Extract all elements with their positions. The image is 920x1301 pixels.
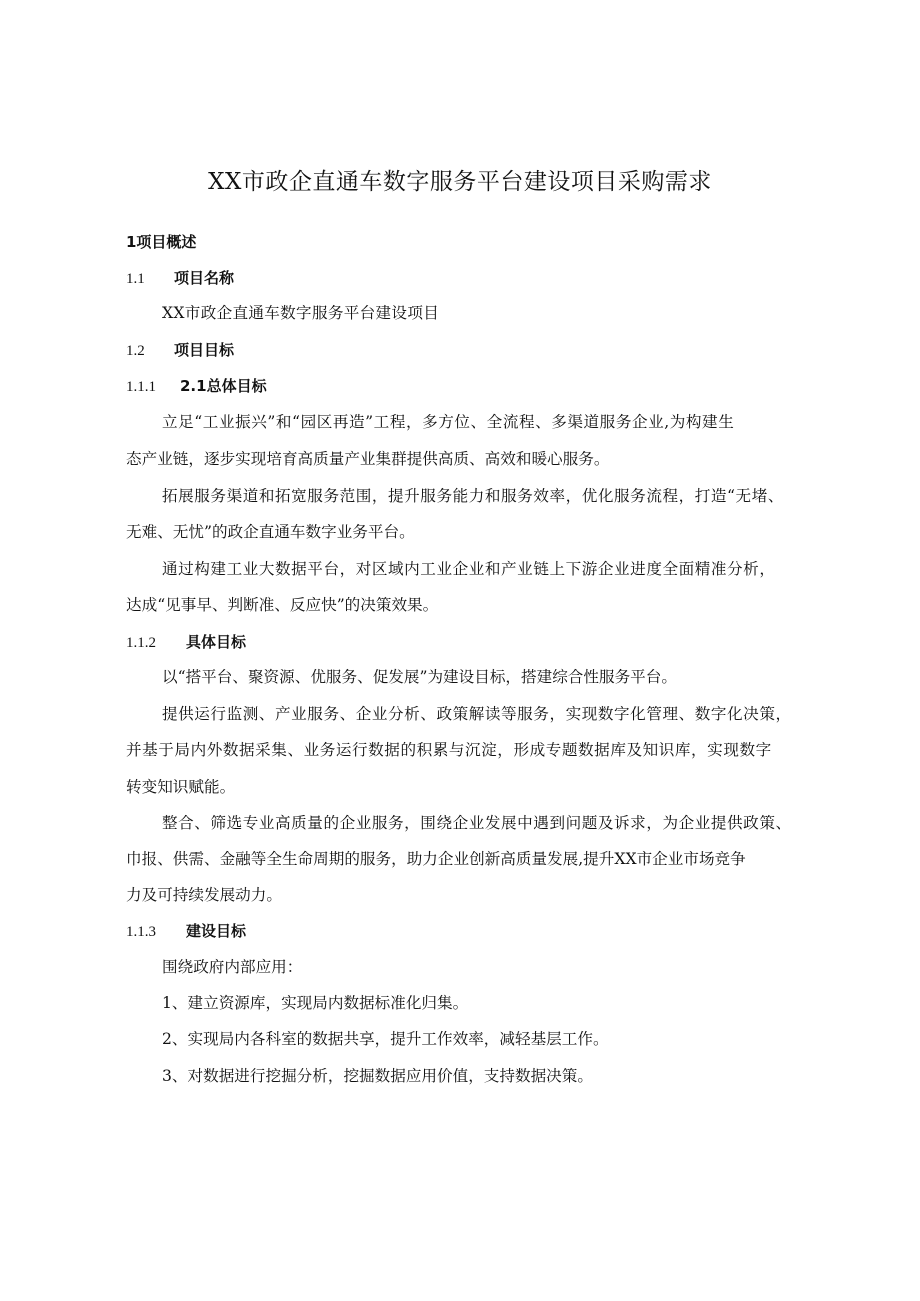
- section-heading-1-1-1: [126, 375, 267, 398]
- overall-goal-paragraph-3-line-1: 通过构建工业大数据平台，对区域内工业企业和产业链上下游企业进度全面精准分析，: [162, 560, 776, 578]
- document-title: XX市政企直通车数字服务平台建设项目采购需求: [208, 169, 712, 195]
- overall-goal-paragraph-2-line-2: 无难、无忧”的政企直通车数字业务平台。: [126, 523, 415, 541]
- construction-item-2: 2、实现局内各科室的数据共享，提升工作效率，减轻基层工作。: [162, 1030, 609, 1048]
- overall-goal-paragraph-1-line-1: 立足“工业振兴”和“园区再造”工程，多方位、全流程、多渠道服务企业,为构建生: [162, 413, 735, 431]
- specific-goal-paragraph-2-line-3: 转变知识赋能。: [126, 778, 236, 796]
- project-name-text: XX市政企直通车数字服务平台建设项目: [162, 304, 440, 322]
- section-heading-1-2: [126, 339, 234, 362]
- section-label: 项目目标: [174, 341, 235, 359]
- section-number: 1.1: [126, 271, 145, 287]
- section-label: 2.1总体目标: [180, 377, 267, 395]
- construction-item-3: 3、对数据进行挖掘分析，挖掘数据应用价值，支持数据决策。: [162, 1067, 593, 1085]
- section-heading-1-1: [126, 267, 234, 290]
- section-heading-1: 1项目概述: [126, 233, 197, 251]
- section-number: 1.1.3: [126, 924, 156, 940]
- section-heading-1-1-2: [126, 631, 246, 654]
- construction-intro: 围绕政府内部应用：: [162, 958, 303, 976]
- section-number: 1.1.2: [126, 635, 156, 651]
- specific-goal-paragraph-3-line-2: 巾报、供需、金融等全生命周期的服务，助力企业创新高质量发展,提升XX市企业市场竞争: [126, 850, 746, 868]
- section-heading-1-1-3: [126, 920, 246, 943]
- section-label: 具体目标: [186, 633, 247, 651]
- overall-goal-paragraph-1-line-2: 态产业链，逐步实现培育高质量产业集群提供高质、高效和暖心服务。: [126, 450, 610, 468]
- specific-goal-paragraph-2-line-2: 并基于局内外数据采集、业务运行数据的积累与沉淀，形成专题数据库及知识库，实现数字: [126, 741, 772, 759]
- specific-goal-paragraph-1: 以“搭平台、聚资源、优服务、促发展”为建设目标，搭建综合性服务平台。: [162, 668, 677, 686]
- section-label: 建设目标: [186, 922, 247, 940]
- construction-item-1: 1、建立资源库，实现局内数据标准化归集。: [162, 994, 469, 1012]
- overall-goal-paragraph-3-line-2: 达成“见事早、判断准、反应快”的决策效果。: [126, 596, 439, 614]
- specific-goal-paragraph-3-line-1: 整合、筛选专业高质量的企业服务，围绕企业发展中遇到问题及诉求，为企业提供政策、: [162, 814, 792, 832]
- specific-goal-paragraph-3-line-3: 力及可持续发展动力。: [126, 886, 282, 904]
- section-label: 项目名称: [174, 269, 235, 287]
- specific-goal-paragraph-2-line-1: 提供运行监测、产业服务、企业分析、政策解读等服务，实现数字化管理、数字化决策，: [162, 705, 792, 723]
- section-number: 1.1.1: [126, 379, 156, 395]
- overall-goal-paragraph-2-line-1: 拓展服务渠道和拓宽服务范围，提升服务能力和服务效率，优化服务流程，打造“无堵、: [162, 487, 784, 505]
- section-number: 1.2: [126, 343, 145, 359]
